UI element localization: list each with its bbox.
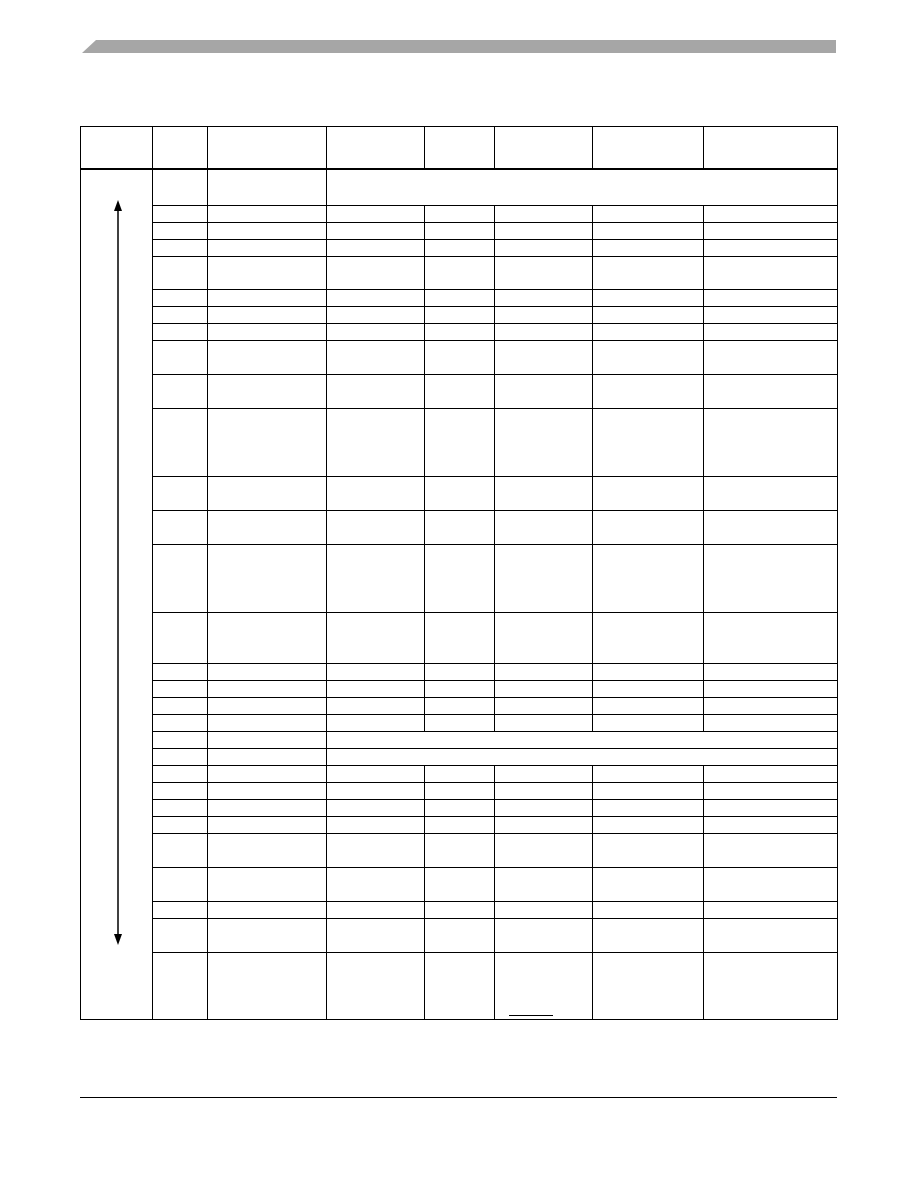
table-cell — [704, 817, 838, 834]
table-cell — [593, 545, 704, 613]
table-cell — [208, 817, 327, 834]
table-cell — [495, 307, 593, 324]
table-cell — [153, 169, 208, 206]
table-cell — [495, 240, 593, 257]
table-cell — [704, 834, 838, 868]
table-row — [81, 715, 838, 732]
table-cell — [425, 257, 495, 290]
table-cell — [593, 766, 704, 783]
table-row — [81, 223, 838, 240]
header-cell — [593, 127, 704, 169]
table-row — [81, 800, 838, 817]
table-cell — [704, 715, 838, 732]
header-cell — [425, 127, 495, 169]
table-cell — [327, 206, 425, 223]
table-cell — [208, 681, 327, 698]
table-row — [81, 732, 838, 749]
table-cell — [495, 715, 593, 732]
table-cell — [425, 834, 495, 868]
table-cell — [593, 868, 704, 902]
table-cell — [593, 919, 704, 953]
table-cell — [425, 613, 495, 664]
table-cell — [327, 698, 425, 715]
table-row — [81, 766, 838, 783]
table-cell — [153, 732, 208, 749]
table-cell — [153, 223, 208, 240]
table-cell — [593, 613, 704, 664]
table-row — [81, 613, 838, 664]
header-cell — [704, 127, 838, 169]
table-cell — [153, 800, 208, 817]
table-cell — [153, 257, 208, 290]
table-cell — [495, 341, 593, 375]
table-cell — [208, 240, 327, 257]
table-row — [81, 240, 838, 257]
table-cell — [425, 409, 495, 477]
table-cell — [704, 953, 838, 1020]
table-row — [81, 749, 838, 766]
table-cell — [208, 257, 327, 290]
header-cell — [208, 127, 327, 169]
table-cell — [327, 240, 425, 257]
table-cell — [208, 783, 327, 800]
header-cell — [81, 127, 153, 169]
table-cell — [425, 902, 495, 919]
table-cell — [495, 919, 593, 953]
table-cell — [153, 817, 208, 834]
table-cell — [704, 307, 838, 324]
table-cell — [425, 206, 495, 223]
table-cell — [704, 206, 838, 223]
table-cell — [495, 953, 593, 1020]
table-cell — [593, 902, 704, 919]
table-row — [81, 817, 838, 834]
table-cell — [327, 681, 425, 698]
table-cell — [208, 800, 327, 817]
table-cell — [153, 834, 208, 868]
table-cell — [208, 766, 327, 783]
table-cell — [208, 613, 327, 664]
table-cell — [495, 783, 593, 800]
table-cell — [495, 223, 593, 240]
table-cell — [153, 953, 208, 1020]
table-cell — [425, 766, 495, 783]
table-row — [81, 698, 838, 715]
table-cell — [425, 664, 495, 681]
table-cell — [704, 324, 838, 341]
table-cell — [704, 545, 838, 613]
table-cell — [495, 511, 593, 545]
table-cell — [704, 223, 838, 240]
table-cell — [153, 409, 208, 477]
table-cell — [495, 613, 593, 664]
table-cell — [208, 169, 327, 206]
table-cell — [425, 307, 495, 324]
table-cell — [593, 664, 704, 681]
table-cell — [208, 545, 327, 613]
table-cell — [208, 324, 327, 341]
table-cell — [425, 477, 495, 511]
table-cell — [495, 545, 593, 613]
table-cell — [425, 698, 495, 715]
double-arrow-icon — [81, 170, 153, 1020]
table-cell — [327, 409, 425, 477]
table-cell — [495, 664, 593, 681]
table-cell — [495, 817, 593, 834]
table-cell — [593, 511, 704, 545]
table-cell — [593, 206, 704, 223]
arrow-column-cell — [81, 169, 153, 1020]
header-bar — [82, 40, 836, 53]
table-cell — [153, 715, 208, 732]
table-cell — [704, 341, 838, 375]
table-cell — [153, 290, 208, 307]
table-cell — [327, 783, 425, 800]
table-cell — [593, 681, 704, 698]
table-cell — [208, 664, 327, 681]
table-cell — [425, 375, 495, 409]
table-cell — [153, 902, 208, 919]
table-cell — [593, 290, 704, 307]
table-cell — [704, 902, 838, 919]
table-cell — [704, 783, 838, 800]
table-cell — [593, 257, 704, 290]
table-cell — [495, 409, 593, 477]
table-cell — [153, 307, 208, 324]
table-cell — [495, 800, 593, 817]
table-cell — [495, 766, 593, 783]
table-cell — [425, 817, 495, 834]
table-row — [81, 902, 838, 919]
table-cell — [208, 307, 327, 324]
table-cell — [208, 715, 327, 732]
table-cell — [327, 169, 838, 206]
table-cell — [327, 290, 425, 307]
table-row — [81, 834, 838, 868]
table-cell — [153, 868, 208, 902]
table-cell — [704, 613, 838, 664]
table-cell — [704, 257, 838, 290]
table-cell — [704, 868, 838, 902]
table-cell — [327, 800, 425, 817]
table-cell — [495, 375, 593, 409]
table-cell — [153, 545, 208, 613]
table-cell — [208, 477, 327, 511]
table-cell — [704, 511, 838, 545]
table-cell — [425, 511, 495, 545]
table-cell — [425, 715, 495, 732]
table-cell — [593, 817, 704, 834]
table-cell — [327, 817, 425, 834]
table-cell — [327, 223, 425, 240]
table-cell — [327, 511, 425, 545]
table-row — [81, 545, 838, 613]
table-cell — [153, 324, 208, 341]
table-cell — [327, 749, 838, 766]
header-cell — [495, 127, 593, 169]
table-cell — [425, 545, 495, 613]
table-cell — [153, 749, 208, 766]
register-table — [80, 126, 838, 1020]
table-row — [81, 664, 838, 681]
table-cell — [593, 341, 704, 375]
table-cell — [208, 834, 327, 868]
table-cell — [495, 902, 593, 919]
table-cell — [153, 511, 208, 545]
table-cell — [153, 681, 208, 698]
table-cell — [495, 324, 593, 341]
table-cell — [704, 800, 838, 817]
table-cell — [208, 375, 327, 409]
table-cell — [208, 341, 327, 375]
table-cell — [327, 613, 425, 664]
table-cell — [593, 698, 704, 715]
table-cell — [208, 919, 327, 953]
table-cell — [153, 206, 208, 223]
table-cell — [593, 409, 704, 477]
table-row — [81, 206, 838, 223]
table-cell — [495, 834, 593, 868]
footer-rule — [80, 1097, 837, 1098]
table-cell — [425, 953, 495, 1020]
table-cell — [327, 902, 425, 919]
table-row — [81, 375, 838, 409]
table-row — [81, 477, 838, 511]
table-cell — [153, 613, 208, 664]
table-cell — [208, 953, 327, 1020]
table-cell — [425, 868, 495, 902]
table-cell — [704, 766, 838, 783]
table-row — [81, 919, 838, 953]
table-cell — [425, 240, 495, 257]
table-cell — [704, 290, 838, 307]
table-cell — [704, 664, 838, 681]
table-cell — [327, 766, 425, 783]
table-cell — [208, 732, 327, 749]
table-cell — [704, 477, 838, 511]
table-cell — [425, 341, 495, 375]
table-cell — [593, 834, 704, 868]
table-cell — [153, 919, 208, 953]
header-cell — [153, 127, 208, 169]
table-cell — [153, 664, 208, 681]
signal-overbar — [509, 1015, 553, 1016]
table-row — [81, 409, 838, 477]
table-cell — [425, 919, 495, 953]
table-cell — [153, 477, 208, 511]
table-row — [81, 511, 838, 545]
table-cell — [208, 749, 327, 766]
table-cell — [153, 698, 208, 715]
table-cell — [704, 409, 838, 477]
table-header-row — [81, 127, 838, 169]
table-cell — [153, 240, 208, 257]
table-row — [81, 953, 838, 1020]
table-cell — [425, 223, 495, 240]
table-row — [81, 290, 838, 307]
table-cell — [425, 681, 495, 698]
table-cell — [593, 375, 704, 409]
table-cell — [425, 324, 495, 341]
table-cell — [593, 953, 704, 1020]
table-cell — [327, 868, 425, 902]
table-cell — [327, 545, 425, 613]
table-cell — [208, 206, 327, 223]
table-cell — [593, 240, 704, 257]
table-cell — [495, 206, 593, 223]
table-cell — [327, 375, 425, 409]
table-cell — [704, 698, 838, 715]
table-cell — [208, 868, 327, 902]
table-row — [81, 868, 838, 902]
table-row — [81, 324, 838, 341]
table-cell — [327, 732, 838, 749]
table-cell — [593, 223, 704, 240]
table-cell — [593, 800, 704, 817]
table-cell — [425, 783, 495, 800]
table-row — [81, 307, 838, 324]
table-cell — [327, 953, 425, 1020]
table-cell — [327, 257, 425, 290]
table-cell — [208, 409, 327, 477]
table-cell — [327, 919, 425, 953]
table-cell — [327, 664, 425, 681]
table-row — [81, 257, 838, 290]
table-cell — [495, 868, 593, 902]
table-cell — [208, 223, 327, 240]
table-cell — [327, 834, 425, 868]
table-cell — [153, 766, 208, 783]
table-cell — [327, 477, 425, 511]
table-cell — [153, 783, 208, 800]
table-cell — [495, 477, 593, 511]
table-cell — [153, 375, 208, 409]
table-cell — [327, 324, 425, 341]
table-cell — [208, 511, 327, 545]
table-cell — [704, 681, 838, 698]
table-cell — [704, 375, 838, 409]
table-cell — [593, 783, 704, 800]
table-cell — [495, 257, 593, 290]
table-cell — [425, 290, 495, 307]
table-cell — [704, 240, 838, 257]
table-cell — [593, 477, 704, 511]
table-row — [81, 341, 838, 375]
table-cell — [593, 715, 704, 732]
table-row — [81, 783, 838, 800]
table-cell — [208, 698, 327, 715]
table-cell — [495, 290, 593, 307]
table-cell — [593, 324, 704, 341]
table-cell — [704, 919, 838, 953]
table-cell — [327, 307, 425, 324]
table-cell — [327, 715, 425, 732]
table-row — [81, 169, 838, 206]
header-cell — [327, 127, 425, 169]
table-cell — [425, 800, 495, 817]
table-cell — [153, 341, 208, 375]
table-row — [81, 681, 838, 698]
table-cell — [208, 902, 327, 919]
table-cell — [327, 341, 425, 375]
table-cell — [593, 307, 704, 324]
table-cell — [495, 681, 593, 698]
table-cell — [208, 290, 327, 307]
table-cell — [495, 698, 593, 715]
